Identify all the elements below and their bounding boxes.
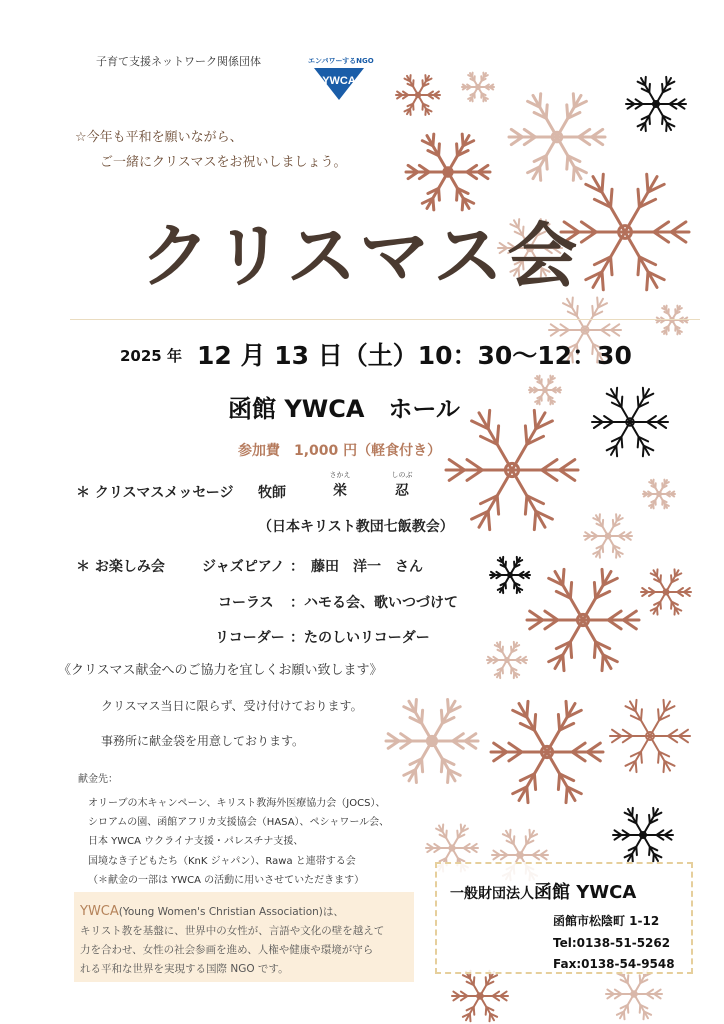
snowflake-icon — [643, 480, 675, 509]
donation-line-1: クリスマス当日に限らず、受け付けております。 — [101, 699, 363, 713]
program-item-category: ジャズピアノ — [202, 559, 285, 575]
program-item-category: リコーダー — [215, 630, 285, 646]
ngo-line-3: 力を合わせ、女性の社会参画を進め、人権や健康や環境が守ら — [80, 944, 374, 956]
event-year: 2025 年 — [120, 347, 182, 365]
ywca-triangle-icon — [308, 56, 374, 102]
snowflake-icon — [626, 77, 686, 131]
contact-tel: Tel:0138-51-5262 — [553, 936, 671, 950]
ngo-line-4: れる平和な世界を実現する国際 NGO です。 — [80, 963, 289, 975]
church-name: （日本キリスト教団七飯教会） — [258, 519, 454, 535]
logo-caption: エンパワーするNGO — [308, 57, 374, 65]
snowflake-icon — [446, 410, 578, 529]
snowflake-icon — [490, 557, 530, 593]
org-note: 子育て支援ネットワーク関係団体 — [96, 55, 261, 68]
donation-destination: 国境なき子どもたち（KnK ジャパン）、Rawa と連帯する会 — [88, 856, 356, 867]
donation-heading: 《クリスマス献金へのご協力を宜しくお願い致します》 — [58, 663, 383, 678]
snowflake-icon — [584, 514, 632, 557]
pastor-ruby-2: しのぶ — [391, 471, 413, 479]
program-item-performer: ： 藤田 洋一 さん — [290, 559, 423, 575]
snowflake-icon — [527, 569, 639, 670]
contact-box — [435, 862, 693, 974]
ngo-name-rest: (Young Women's Christian Association)は、 — [118, 906, 344, 918]
snowflake-icon — [386, 700, 478, 783]
snowflake-icon — [656, 306, 688, 335]
intro-line-2: ご一緒にクリスマスをお祝いしましょう。 — [100, 155, 347, 170]
snowflake-icon — [406, 134, 490, 210]
event-date-time: 12 月 13 日（土）10：30～12：30 — [197, 341, 632, 370]
snowflake-icon — [592, 388, 668, 457]
snowflake-icon — [613, 808, 673, 862]
snowflake-icon — [452, 971, 508, 1022]
logo-text: YWCA — [322, 75, 356, 87]
donation-destination: オリーブの木キャンペーン、キリスト教海外医療協力会（JOCS）、 — [88, 798, 386, 809]
donation-line-2: 事務所に献金袋を用意しております。 — [101, 734, 305, 748]
intro-line-1: ☆今年も平和を願いながら、 — [75, 130, 243, 145]
message-label: ＊ クリスマスメッセージ — [76, 485, 234, 501]
program-item-category: コーラス — [218, 595, 274, 611]
pastor-name-1: さかえ 栄 — [329, 471, 351, 499]
donation-dest-label: 献金先： — [78, 774, 118, 785]
pastor-name-2: しのぶ 忍 — [391, 471, 413, 499]
fun-label: ＊ お楽しみ会 — [76, 559, 165, 575]
ywca-logo — [308, 56, 374, 102]
snowflake-icon — [462, 73, 494, 102]
donation-destination: シロアムの園、函館アフリカ支援協会（HASA）、ペシャワール会、 — [88, 817, 390, 828]
ngo-description-box — [74, 892, 414, 982]
snowflake-icon — [610, 700, 690, 772]
snowflake-icon — [529, 376, 561, 405]
title-divider — [70, 319, 700, 320]
snowflake-icon — [487, 642, 527, 678]
event-fee: 参加費 1,000 円（軽食付き） — [238, 443, 442, 459]
pastor-title: 牧師 — [258, 485, 286, 501]
pastor-ruby-1: さかえ — [329, 471, 351, 479]
snowflake-icon — [606, 969, 662, 1020]
contact-org: 一般財団法人函館 YWCA — [450, 882, 637, 903]
ngo-line-2: キリスト教を基盤に、世界中の女性が、言語や文化の壁を越えて — [80, 925, 385, 937]
snowflake-icon — [491, 701, 603, 802]
snowflake-icon — [509, 94, 605, 181]
ngo-name: YWCA — [80, 904, 119, 919]
event-venue: 函館 YWCA ホール — [228, 395, 460, 423]
snowflake-icon — [396, 75, 440, 115]
contact-fax: Fax:0138-54-9548 — [553, 957, 675, 971]
snowflake-icon — [641, 569, 691, 614]
program-item-performer: ：ハモる会、歌いつづけて — [290, 595, 458, 611]
page-title: クリスマス会 — [140, 215, 582, 297]
donation-destination: 日本 YWCA ウクライナ支援・パレスチナ支援、 — [88, 836, 304, 847]
contact-address: 函館市松陰町 1-12 — [553, 914, 660, 928]
program-item-performer: ：たのしいリコーダー — [290, 630, 430, 646]
donation-destination: （＊献金の一部は YWCA の活動に用いさせていただきます） — [88, 875, 365, 886]
